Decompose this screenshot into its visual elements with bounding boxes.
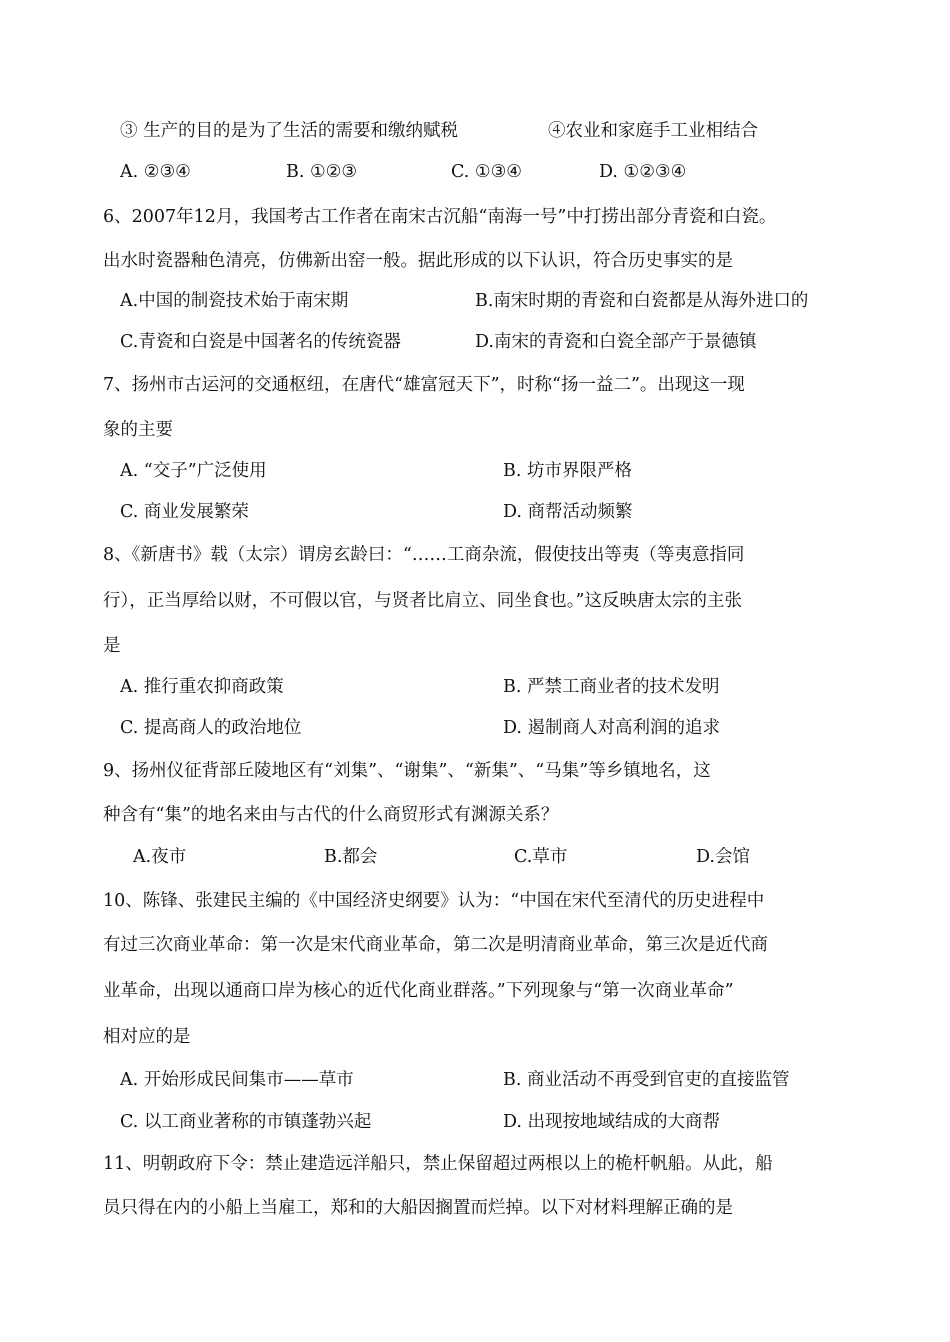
- q9-option-b: B.都会: [324, 847, 378, 867]
- q5-statement-4: ④农业和家庭手工业相结合: [548, 121, 758, 141]
- q7-option-a: A. “交子”广泛使用: [120, 461, 267, 481]
- q10-stem-line-1: 10、陈锋、张建民主编的《中国经济史纲要》认为：“中国在宋代至清代的历史进程中: [103, 891, 765, 911]
- q8-option-d: D. 遏制商人对高利润的追求: [503, 718, 721, 738]
- q5-option-c: C. ①③④: [451, 162, 522, 182]
- q11-stem-line-1: 11、明朝政府下令：禁止建造远洋船只，禁止保留超过两根以上的桅杆帆船。从此，船: [103, 1154, 773, 1174]
- q7-option-d: D. 商帮活动频繁: [503, 502, 633, 522]
- q6-option-d: D.南宋的青瓷和白瓷全部产于景德镇: [475, 332, 757, 352]
- q9-stem-line-1: 9、扬州仪征背部丘陵地区有“刘集”、“谢集”、“新集”、“马集”等乡镇地名，这: [103, 761, 711, 781]
- q6-stem-line-1: 6、2007年12月，我国考古工作者在南宋古沉船“南海一号”中打捞出部分青瓷和白瓷。: [103, 207, 777, 227]
- q5-option-b: B. ①②③: [286, 162, 358, 182]
- q10-option-d: D. 出现按地域结成的大商帮: [503, 1112, 721, 1132]
- q7-option-b: B. 坊市界限严格: [503, 461, 632, 481]
- q7-option-c: C. 商业发展繁荣: [120, 502, 249, 522]
- q10-option-c: C. 以工商业著称的市镇蓬勃兴起: [120, 1112, 372, 1132]
- q5-option-d: D. ①②③④: [599, 162, 687, 182]
- q10-stem-line-4: 相对应的是: [103, 1027, 191, 1047]
- q10-option-b: B. 商业活动不再受到官吏的直接监管: [503, 1070, 790, 1090]
- q6-option-a: A.中国的制瓷技术始于南宋期: [120, 291, 349, 311]
- q9-stem-line-2: 种含有“集”的地名来由与古代的什么商贸形式有渊源关系？: [103, 805, 559, 825]
- q8-stem-line-2: 行），正当厚给以财，不可假以官，与贤者比肩立、同坐食也。”这反映唐太宗的主张: [103, 591, 742, 611]
- q8-option-a: A. 推行重农抑商政策: [120, 677, 284, 697]
- q10-stem-line-2: 有过三次商业革命：第一次是宋代商业革命，第二次是明清商业革命，第三次是近代商: [103, 935, 768, 955]
- q6-option-b: B.南宋时期的青瓷和白瓷都是从海外进口的: [475, 291, 809, 311]
- q5-statement-3: ③ 生产的目的是为了生活的需要和缴纳赋税: [120, 121, 459, 141]
- q11-stem-line-2: 员只得在内的小船上当雇工，郑和的大船因搁置而烂掉。以下对材料理解正确的是: [103, 1198, 733, 1218]
- q7-stem-line-1: 7、扬州市古运河的交通枢纽，在唐代“雄富冠天下”，时称“扬一益二”。出现这一现: [103, 375, 745, 395]
- q6-stem-line-2: 出水时瓷器釉色清亮，仿佛新出窑一般。据此形成的以下认识，符合历史事实的是: [103, 251, 733, 271]
- q8-option-b: B. 严禁工商业者的技术发明: [503, 677, 720, 697]
- q5-option-a: A. ②③④: [120, 162, 191, 182]
- q8-stem-line-3: 是: [103, 636, 121, 656]
- q8-stem-line-1: 8、《新唐书》载（太宗）谓房玄龄曰：“……工商杂流，假使技出等夷（等夷意指同: [103, 545, 745, 565]
- q7-stem-line-2: 象的主要: [103, 420, 173, 440]
- q10-option-a: A. 开始形成民间集市——草市: [120, 1070, 354, 1090]
- q8-option-c: C. 提高商人的政治地位: [120, 718, 302, 738]
- q9-option-d: D.会馆: [696, 847, 750, 867]
- q9-option-a: A.夜市: [133, 847, 187, 867]
- q10-stem-line-3: 业革命，出现以通商口岸为核心的近代化商业群落。”下列现象与“第一次商业革命”: [103, 981, 734, 1001]
- q6-option-c: C.青瓷和白瓷是中国著名的传统瓷器: [120, 332, 401, 352]
- q9-option-c: C.草市: [514, 847, 568, 867]
